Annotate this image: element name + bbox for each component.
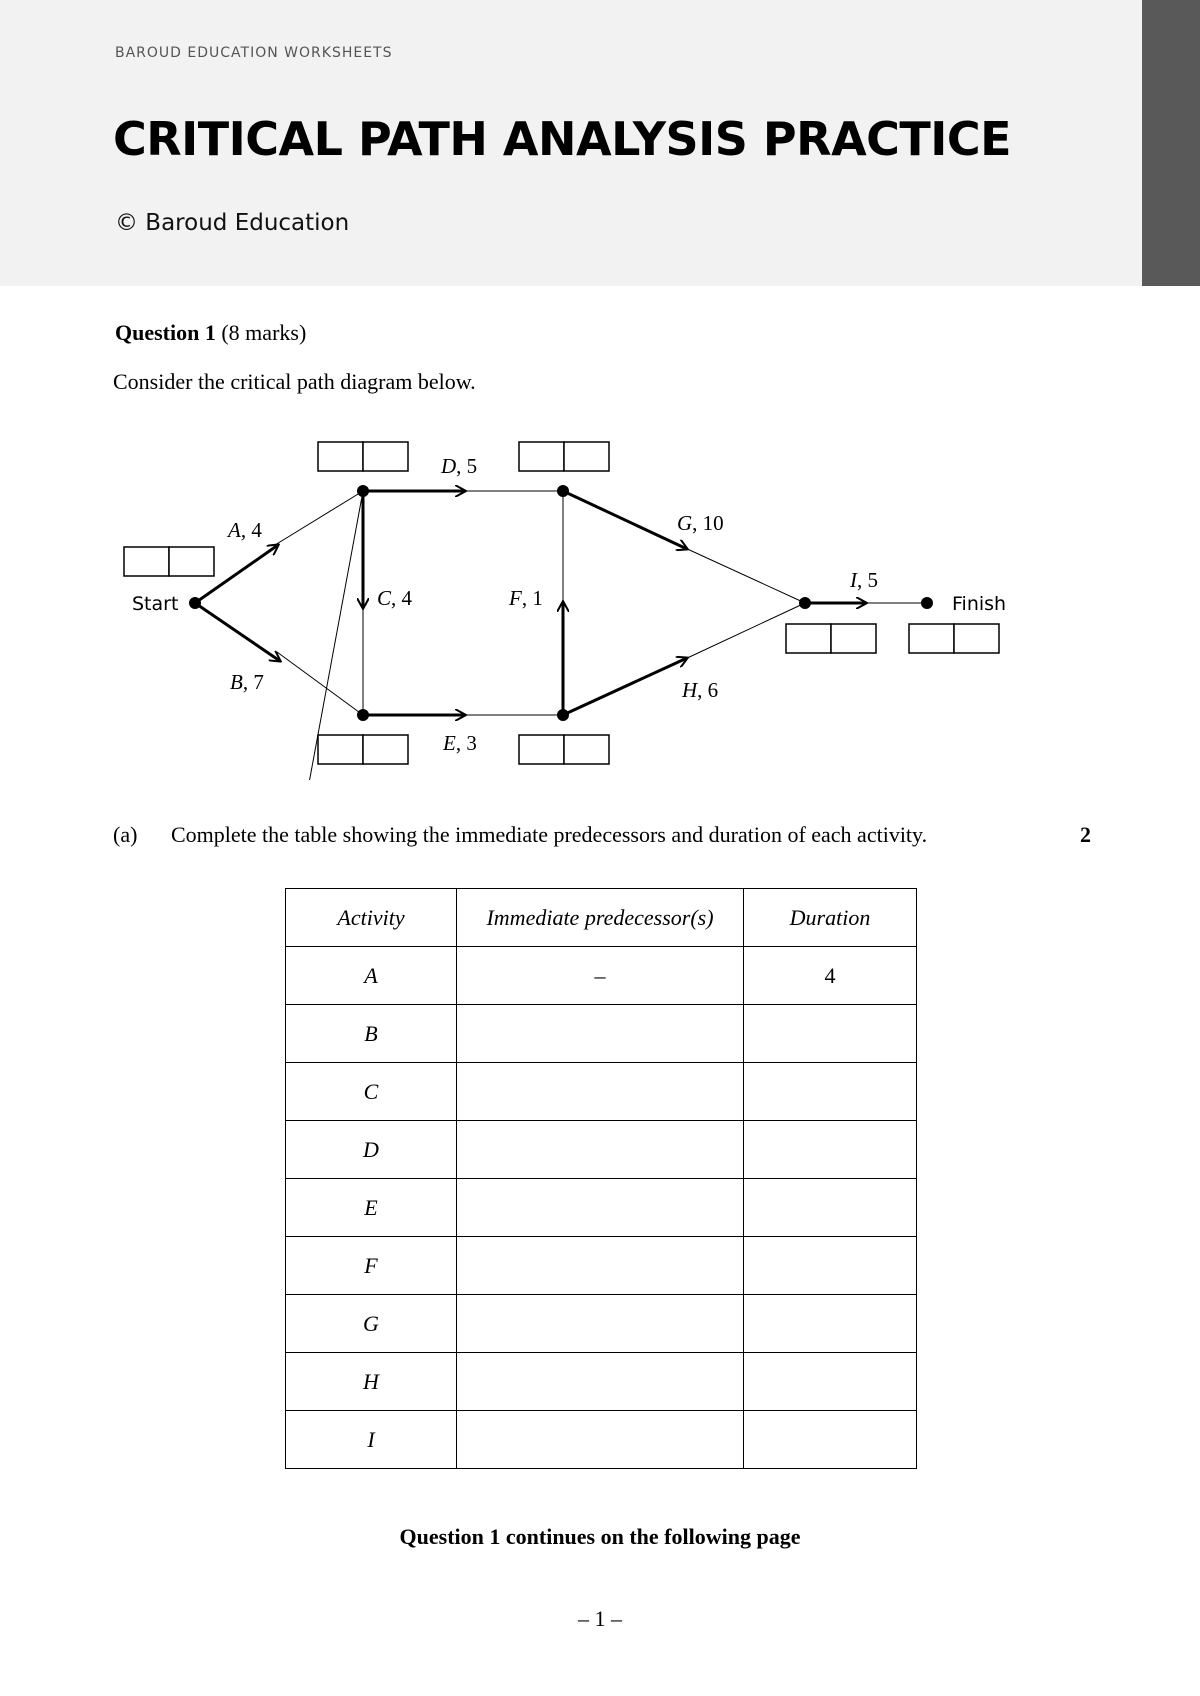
cell-duration[interactable] [744,1353,917,1411]
question-intro: Consider the critical path diagram below. [113,369,476,394]
start-label: Start [132,593,179,615]
activity-label-f: F, 1 [509,586,543,610]
time-box-top-right [519,442,609,471]
part-a-label: (a) [113,822,138,847]
page-title: CRITICAL PATH ANALYSIS PRACTICE [113,112,1012,166]
table-header-row [286,889,917,947]
continue-note: Question 1 continues on the following page [399,1524,801,1549]
cell-duration[interactable] [744,1295,917,1353]
table-row [286,947,917,1005]
arrow-h [563,658,687,715]
question-heading [115,320,306,346]
table-row [286,1005,917,1063]
cell-activity: A [286,947,457,1005]
arrow-g [563,491,687,549]
activity-label-i: I, 5 [850,568,878,592]
activity-label-d: D, 5 [441,454,478,478]
table-row [286,1411,917,1469]
copyright-line: © Baroud Education [115,210,350,236]
node-finish [921,597,933,609]
cell-duration[interactable] [744,1121,917,1179]
finish-label: Finish [952,593,1007,615]
node-bottom-right [557,709,569,721]
edge-a-thin [275,491,363,545]
cell-activity: E [286,1179,457,1237]
cell-predecessors[interactable] [457,1411,744,1469]
brand-label: BAROUD EDUCATION WORKSHEETS [115,45,393,61]
cell-predecessors[interactable] [457,1237,744,1295]
time-box-start [124,547,214,576]
cell-activity: G [286,1295,457,1353]
header-side-bar [1142,0,1200,286]
header-predecessors: Immediate predecessor(s) [457,889,744,947]
table-row [286,1063,917,1121]
part-a-marks: 2 [1080,822,1091,847]
question-label: Question 1 [115,320,216,345]
cell-duration[interactable]: 4 [744,947,917,1005]
time-box-top-left [318,442,408,471]
cell-activity: D [286,1121,457,1179]
cell-predecessors[interactable] [457,1063,744,1121]
node-merge [799,597,811,609]
cell-predecessors[interactable] [457,1005,744,1063]
cell-predecessors[interactable] [457,1179,744,1237]
cell-activity: F [286,1237,457,1295]
cell-duration[interactable] [744,1411,917,1469]
time-box-bottom-left [318,735,408,764]
node-top-left [357,485,369,497]
page-number: – 1 – [578,1606,622,1631]
time-box-finish [909,624,999,653]
cell-predecessors[interactable]: – [457,947,744,1005]
cell-activity: I [286,1411,457,1469]
header-activity: Activity [286,889,457,947]
activity-label-e: E, 3 [443,731,477,755]
cell-duration[interactable] [744,1005,917,1063]
node-bottom-left [357,709,369,721]
activity-label-g: G, 10 [677,511,724,535]
cell-activity: B [286,1005,457,1063]
table-row [286,1179,917,1237]
time-box-merge [786,624,876,653]
cell-activity: C [286,1063,457,1121]
part-a-text: Complete the table showing the immediate predecessors and duration of each activity. [171,822,928,847]
cell-duration[interactable] [744,1237,917,1295]
activity-table [285,888,917,1469]
edge-g-thin [683,547,805,603]
activity-label-c: C, 4 [377,586,413,610]
arrow-b [195,603,280,661]
node-start [189,597,201,609]
cell-duration[interactable] [744,1063,917,1121]
activity-label-a: A, 4 [228,518,262,542]
activity-label-b: B, 7 [230,670,264,694]
cell-activity: H [286,1353,457,1411]
edge-b-thin [277,652,363,715]
critical-path-diagram [0,420,1200,780]
node-top-right [557,485,569,497]
table-row [286,1353,917,1411]
cell-predecessors[interactable] [457,1353,744,1411]
cell-predecessors[interactable] [457,1121,744,1179]
header-duration: Duration [744,889,917,947]
question-marks: (8 marks) [221,320,307,345]
table-row [286,1237,917,1295]
table-row [286,1121,917,1179]
cell-duration[interactable] [744,1179,917,1237]
cell-predecessors[interactable] [457,1295,744,1353]
time-box-bottom-right [519,735,609,764]
table-row [286,1295,917,1353]
activity-label-h: H, 6 [682,678,719,702]
